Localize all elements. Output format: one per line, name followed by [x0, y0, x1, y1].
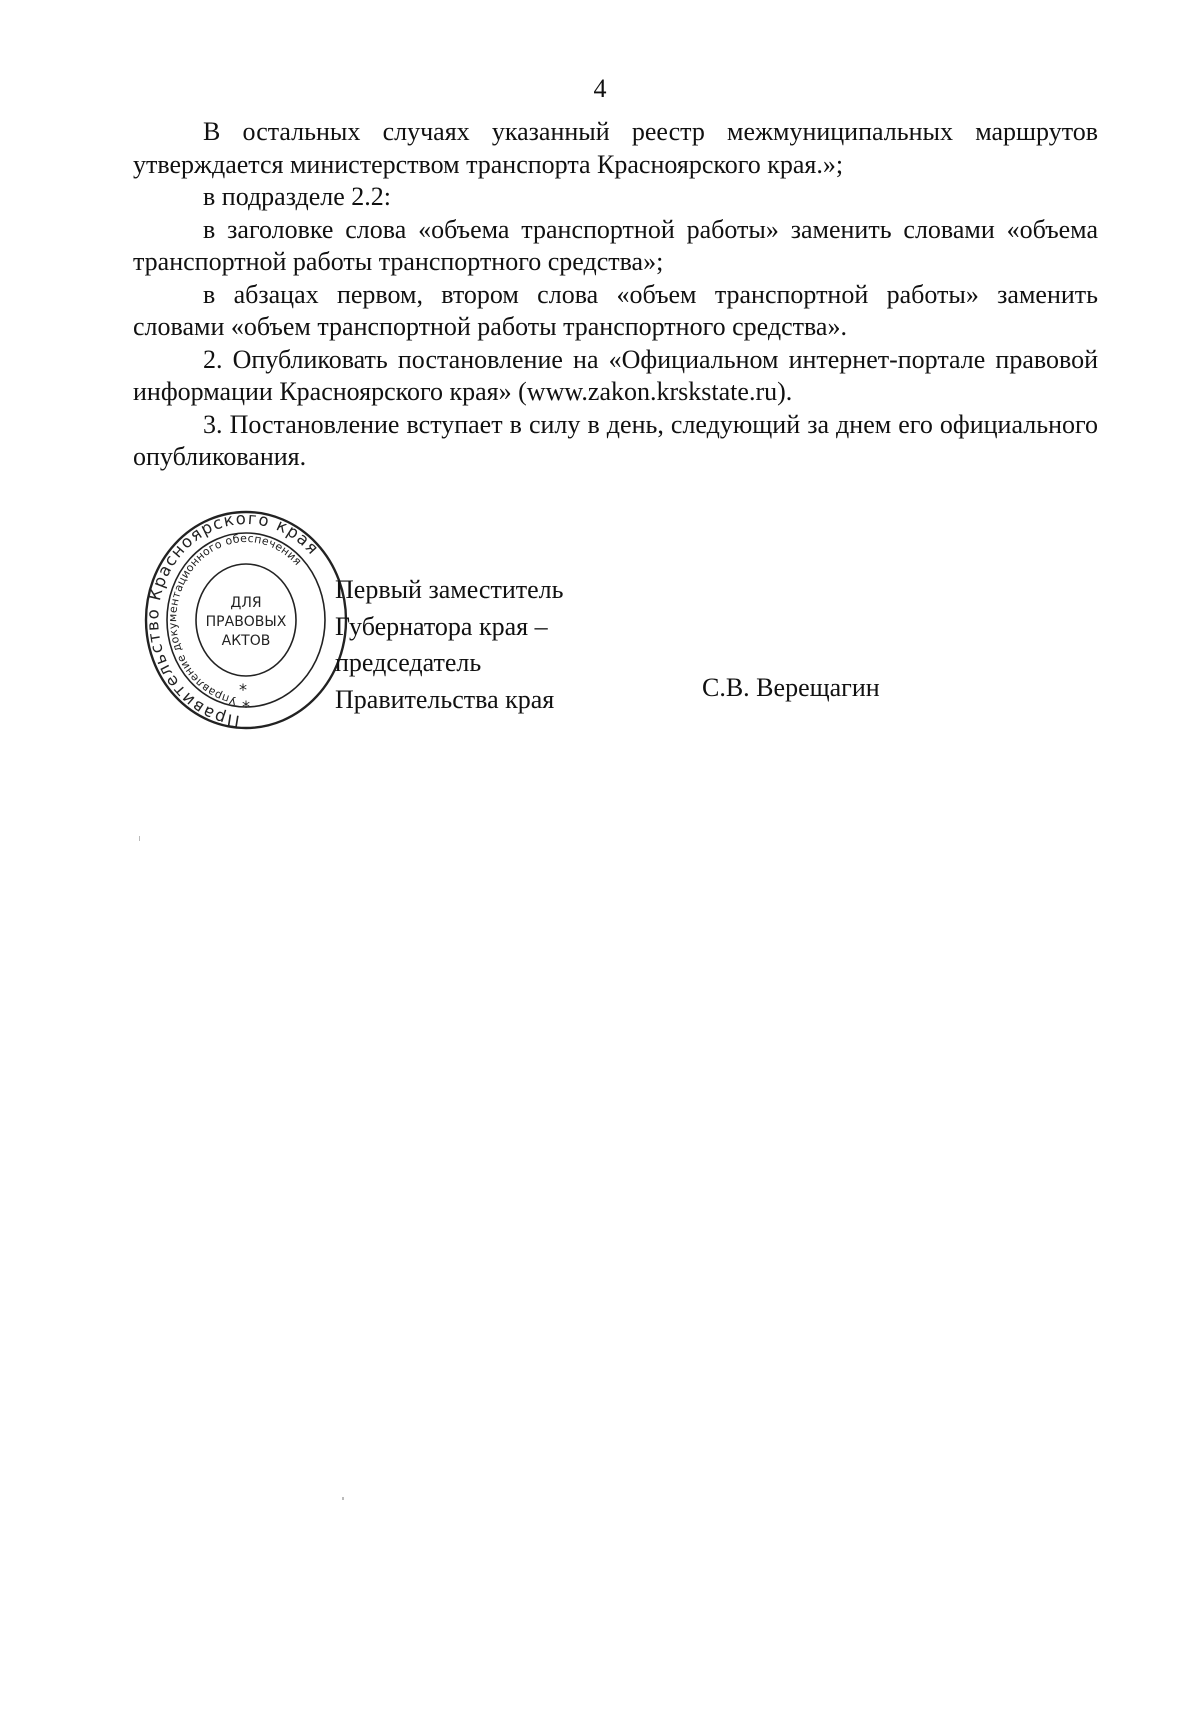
- paragraph-subsection-2-2: в подразделе 2.2:: [203, 182, 392, 211]
- signature-title-line: Первый заместитель: [335, 575, 564, 604]
- signer-name: С.В. Верещагин: [702, 673, 880, 702]
- paragraph-entry-into-force: 3. Постановление вступает в силу в день, следующий за днем его официального опубликования.: [133, 409, 1098, 471]
- seal-inner-ring-text: Управление документационного обеспечения: [166, 531, 305, 708]
- signature-title-line: Губернатора края –: [335, 611, 548, 641]
- signature-title-block: [335, 572, 563, 718]
- page-number: 4: [593, 74, 607, 103]
- signature-title-line: председатель: [335, 648, 482, 677]
- seal-center-line-2: ПРАВОВЫХ: [205, 614, 287, 630]
- seal-star-mark: *: [239, 680, 247, 699]
- paragraph-first-second-replacement: в абзацах первом, втором слова «объем транспортной работы» заменить словами «объем транспортной работы транспортного средства».: [133, 279, 1098, 341]
- seal-center-line-3: АКТОВ: [221, 633, 271, 649]
- paragraph-publication: 2. Опубликовать постановление на «Официальном интернет-портале правовой информации Красноярского края» (www.zakon.krskstate.ru).: [133, 344, 1098, 406]
- scan-speck: [139, 836, 140, 841]
- paragraph-heading-replacement: в заголовке слова «объема транспортной работы» заменить словами «объема транспортной работы транспортного средства»;: [133, 214, 1098, 276]
- document-body: [133, 116, 1098, 474]
- paragraph-registry-approval: В остальных случаях указанный реестр межмуниципальных маршрутов утверждается министерством транспорта Красноярского края.»;: [133, 117, 1098, 179]
- signature-title-line: Правительства края: [335, 684, 555, 714]
- scan-speck: [342, 1497, 344, 1500]
- official-seal: [143, 508, 349, 732]
- seal-star-mark: *: [242, 697, 250, 716]
- seal-center-line-1: ДЛЯ: [230, 595, 262, 611]
- seal-outer-ring-text: Правительство Красноярского края: [143, 508, 324, 731]
